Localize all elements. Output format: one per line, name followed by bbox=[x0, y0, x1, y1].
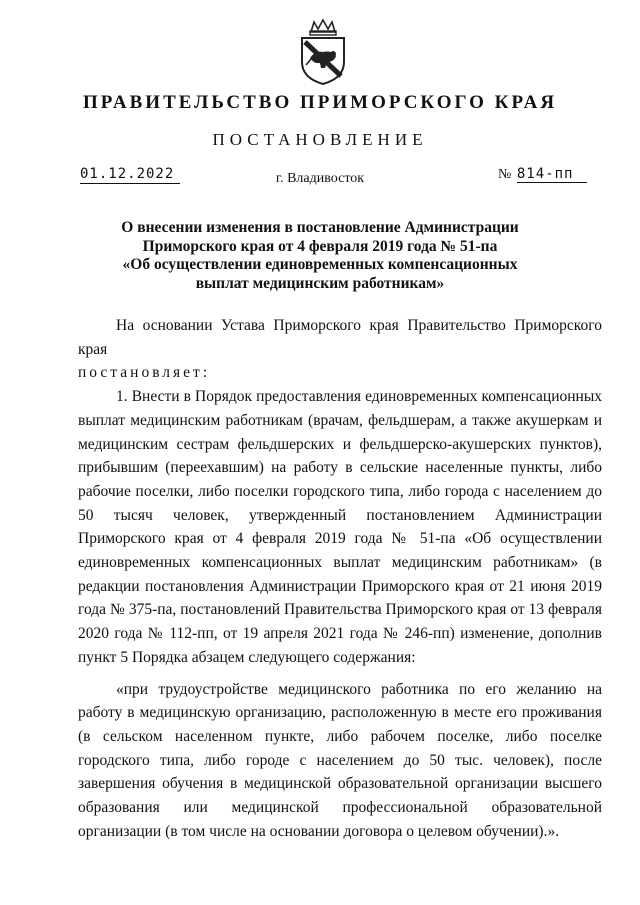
decree-date: 01.12.2022 bbox=[80, 166, 180, 184]
subject-line: Приморского края от 4 февраля 2019 года № 51-па bbox=[142, 237, 498, 255]
subject-line: выплат медицинским работникам» bbox=[195, 274, 445, 292]
government-title: ПРАВИТЕЛЬСТВО ПРИМОРСКОГО КРАЯ bbox=[82, 92, 558, 113]
decree-subject bbox=[90, 219, 550, 293]
document-type: ПОСТАНОВЛЕНИЕ bbox=[212, 130, 428, 149]
subject-line: «Об осуществлении единовременных компенсационных bbox=[122, 256, 518, 273]
subject-line: О внесении изменения в постановление Администрации bbox=[121, 219, 519, 236]
city: г. Владивосток bbox=[275, 171, 365, 186]
preamble-paragraph: На основании Устава Приморского края Правительство Приморского края bbox=[78, 317, 602, 358]
item-1-paragraph: 1. Внести в Порядок предоставления единовременных компенсационных выплат медицинским работникам (врачам, фельдшерам, а также акушеркам и медицинским сестрам фельдшерских и фельдшерско-акушерских пунктов), прибывшим (переехавшим) на работу в сельские населенные пункты, либо рабочие поселки, либо поселки городского типа, либо города с населением до 50 тысяч человек, утвержденный постановлением Администрации Приморского края от 4 февраля 2019 года № 51-па «Об осуществлении единовременных компенсационных выплат медицинским работникам» (в редакции постановления Администрации Приморского края от 21 июня 2019 года № 375-па, постановлений Правительства Приморского края от 13 февраля 2020 года № 112-пп, от 19 апреля 2021 года № 246-пп) изменение, дополнив пункт 5 Порядка абзацем следующего содержания: bbox=[78, 388, 602, 666]
decree-number bbox=[498, 166, 606, 183]
decree-body bbox=[78, 314, 602, 843]
resolves-word: постановляет: bbox=[78, 364, 211, 382]
quoted-paragraph: «при трудоустройстве медицинского работника по его желанию на работу в медицинскую организацию, расположенную в месте его проживания (в сельском населенном пункте, либо рабочем поселке, либо поселке городского типа, либо городе с населением до 50 тыс. человек), после завершения обучения в медицинской образовательной организации высшего образования или медицинской профессиональной образовательной организации (в том числе на основании договора о целевом обучении).». bbox=[78, 680, 602, 840]
number-value: 814-пп bbox=[517, 166, 587, 183]
coat-of-arms-icon bbox=[297, 18, 349, 86]
number-label: № bbox=[498, 167, 512, 182]
